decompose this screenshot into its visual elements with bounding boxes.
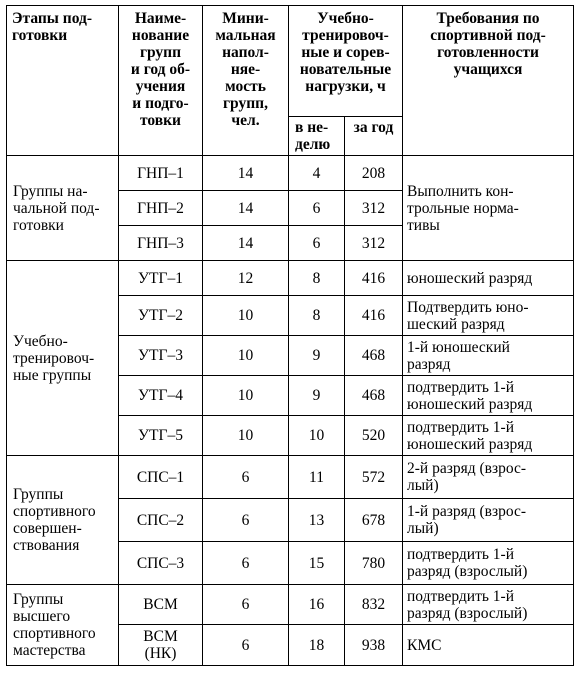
min-size-cell: 6	[203, 456, 289, 499]
load-week-cell: 11	[289, 456, 345, 499]
load-week-cell: 16	[289, 585, 345, 625]
load-year-cell: 416	[345, 296, 403, 336]
load-year-cell: 312	[345, 191, 403, 226]
min-size-cell: 10	[203, 416, 289, 456]
load-year-cell: 678	[345, 499, 403, 542]
requirement-cell: Выполнить кон- трольные норма- тивы	[403, 156, 574, 261]
group-cell: СПС–3	[119, 542, 203, 585]
header-load-week: в не- делю	[289, 117, 345, 156]
table-body	[7, 156, 574, 666]
load-week-cell: 6	[289, 191, 345, 226]
load-year-cell: 520	[345, 416, 403, 456]
requirement-cell: подтвердить 1-й разряд (взрослый)	[403, 542, 574, 585]
group-cell: ГНП–2	[119, 191, 203, 226]
requirement-cell: подтвердить 1-й юношеский разряд	[403, 376, 574, 416]
min-size-cell: 12	[203, 261, 289, 296]
group-cell: ГНП–3	[119, 226, 203, 261]
load-week-cell: 8	[289, 261, 345, 296]
load-year-cell: 208	[345, 156, 403, 191]
min-size-cell: 6	[203, 499, 289, 542]
min-size-cell: 14	[203, 156, 289, 191]
table-row	[7, 456, 574, 499]
header-load: Учебно- тренировоч- ные и сорев- новательные нагрузки, ч	[289, 6, 403, 117]
header-load-year: за год	[345, 117, 403, 156]
stage-label: Учебно- тренировоч- ные группы	[7, 261, 119, 456]
group-cell: УТГ–1	[119, 261, 203, 296]
group-cell: УТГ–2	[119, 296, 203, 336]
table-header	[7, 6, 574, 156]
header-min-size: Мини- мальная напол- няе- мость групп, чел.	[203, 6, 289, 156]
load-year-cell: 468	[345, 376, 403, 416]
header-group-name: Наиме- нование групп и год об- учения и подго- товки	[119, 6, 203, 156]
load-week-cell: 18	[289, 625, 345, 666]
load-week-cell: 13	[289, 499, 345, 542]
load-week-cell: 6	[289, 226, 345, 261]
load-year-cell: 468	[345, 336, 403, 376]
min-size-cell: 10	[203, 336, 289, 376]
stage-label: Группы высшего спортивного мастерства	[7, 585, 119, 666]
load-week-cell: 9	[289, 336, 345, 376]
header-requirements: Требования по спортивной под- готовленности учащихся	[403, 6, 574, 156]
load-week-cell: 10	[289, 416, 345, 456]
min-size-cell: 6	[203, 585, 289, 625]
requirement-cell: КМС	[403, 625, 574, 666]
load-week-cell: 4	[289, 156, 345, 191]
min-size-cell: 14	[203, 191, 289, 226]
load-week-cell: 9	[289, 376, 345, 416]
min-size-cell: 14	[203, 226, 289, 261]
group-cell: УТГ–5	[119, 416, 203, 456]
load-week-cell: 15	[289, 542, 345, 585]
group-cell: УТГ–3	[119, 336, 203, 376]
group-cell: ВСМ (НК)	[119, 625, 203, 666]
group-cell: УТГ–4	[119, 376, 203, 416]
table-row	[7, 585, 574, 625]
requirement-cell: подтвердить 1-й разряд (взрослый)	[403, 585, 574, 625]
load-week-cell: 8	[289, 296, 345, 336]
load-year-cell: 572	[345, 456, 403, 499]
requirement-cell: 1-й юношеский разряд	[403, 336, 574, 376]
training-stages-table	[6, 5, 574, 666]
requirement-cell: юношеский разряд	[403, 261, 574, 296]
group-cell: ВСМ	[119, 585, 203, 625]
min-size-cell: 10	[203, 296, 289, 336]
requirement-cell: 1-й разряд (взрос- лый)	[403, 499, 574, 542]
table-row	[7, 261, 574, 296]
requirement-cell: 2-й разряд (взрос- лый)	[403, 456, 574, 499]
load-year-cell: 938	[345, 625, 403, 666]
load-year-cell: 312	[345, 226, 403, 261]
group-cell: СПС–1	[119, 456, 203, 499]
group-cell: СПС–2	[119, 499, 203, 542]
requirement-cell: Подтвердить юно- шеский разряд	[403, 296, 574, 336]
table-row	[7, 156, 574, 191]
min-size-cell: 6	[203, 625, 289, 666]
load-year-cell: 832	[345, 585, 403, 625]
group-cell: ГНП–1	[119, 156, 203, 191]
header-stage: Этапы под- готовки	[7, 6, 119, 156]
min-size-cell: 6	[203, 542, 289, 585]
load-year-cell: 780	[345, 542, 403, 585]
requirement-cell: подтвердить 1-й юношеский разряд	[403, 416, 574, 456]
min-size-cell: 10	[203, 376, 289, 416]
load-year-cell: 416	[345, 261, 403, 296]
stage-label: Группы на- чальной под- готовки	[7, 156, 119, 261]
stage-label: Группы спортивного совершен- ствования	[7, 456, 119, 585]
